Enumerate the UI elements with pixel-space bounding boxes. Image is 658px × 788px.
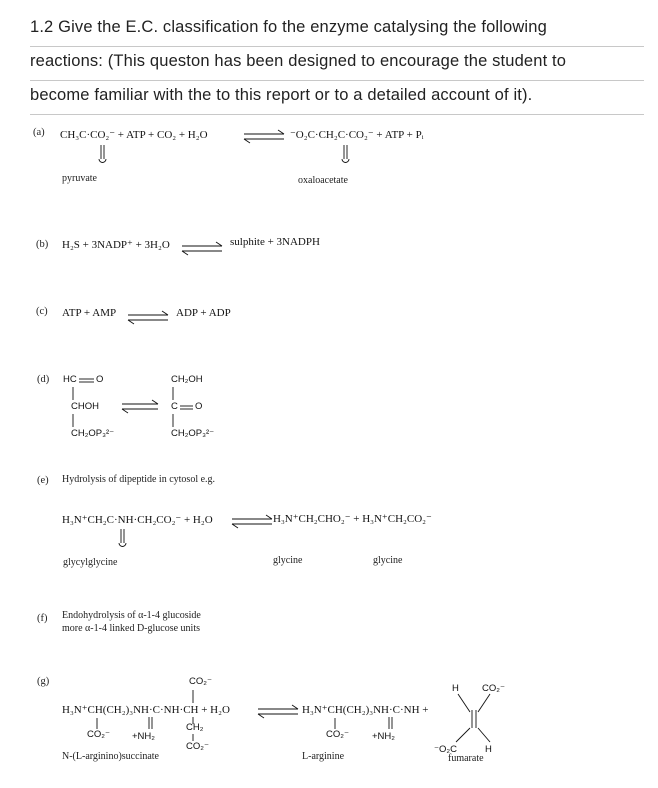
reaction-f-line-1: Endohydrolysis of α-1-4 glucoside [62,610,201,621]
divider [30,46,644,47]
divider [30,114,644,115]
reaction-a-tag: (a) [33,127,45,138]
single-bond [170,387,176,401]
question-line-3: become familiar with the to this report or to a detailed account of it). [30,86,533,104]
fumarate-carboxylate: CO₂⁻ [482,683,505,694]
oxaloacetate-label: oxaloacetate [298,175,348,186]
reaction-g-tag: (g) [37,676,50,687]
argininosuccinate-label: N-(L-arginino)succinate [62,751,159,762]
reaction-b-tag: (b) [36,239,49,250]
equilibrium-arrow [128,313,170,323]
fumarate-hydrogen: H [452,683,459,694]
glycine-label: glycine [373,555,403,566]
chohe-group: CHOH [71,401,99,412]
divider [30,80,644,81]
equilibrium-arrow [244,132,286,142]
carbonyl-bond [118,527,128,547]
single-bond [190,690,196,704]
glycylglycine-label: glycylglycine [63,557,118,568]
reaction-d-tag: (d) [37,374,50,385]
equilibrium-arrow [182,244,224,254]
fumarate-skeleton [440,692,510,752]
side-carboxylate: CO₂⁻ [186,741,209,752]
reaction-c-tag: (c) [36,306,48,317]
reaction-g-right: H₃N⁺CH(CH₂)₃NH·C·NH + [302,704,429,716]
reaction-c-right: ADP + ADP [176,307,231,319]
carbonyl-bond [98,143,108,163]
top-carboxylate: CO₂⁻ [189,676,212,687]
phosphate-group: CH₂OP₃²⁻ [171,428,215,439]
alpha-carboxylate: CO₂⁻ [87,729,110,740]
pyruvate-label: pyruvate [62,173,97,184]
glycine-label: glycine [273,555,303,566]
question-line-1: 1.2 Give the E.C. classification fo the enzyme catalysing the following [30,18,547,36]
reaction-e-tag: (e) [37,475,49,486]
equilibrium-arrow [232,517,274,527]
fumarate-carboxylate: ⁻O₂C [434,744,457,755]
guanidinium-nh2: +NH₂ [372,731,395,742]
single-bond [170,414,176,428]
alpha-carboxylate: CO₂⁻ [326,729,349,740]
double-bond [78,377,96,385]
question-line-2: reactions: (This queston has been designed to encourage the student to [30,52,567,70]
equilibrium-arrow [122,402,160,412]
reaction-e-title: Hydrolysis of dipeptide in cytosol e.g. [62,474,216,485]
single-bond [70,387,76,401]
double-bond [386,717,396,731]
phosphate-group: CH₂OP₃²⁻ [71,428,115,439]
double-bond [179,404,195,412]
reaction-a-left: CH₃C·CO₂⁻ + ATP + CO₂ + H₂O [60,129,208,141]
ketone-oxygen: O [195,401,203,412]
reaction-c-left: ATP + AMP [62,307,117,319]
ch2oh-group: CH₂OH [171,374,203,385]
single-bond [70,414,76,428]
methylene-group: CH₂ [186,722,204,733]
reaction-g-left: H₃N⁺CH(CH₂)₃NH·C·NH·CH + H₂O [62,704,230,716]
aldehyde-carbon: HC [63,374,77,385]
arginine-label: L-arginine [302,751,345,762]
fumarate-label: fumarate [448,753,484,764]
reaction-f-line-2: more α-1-4 linked D-glucose units [62,623,200,634]
aldehyde-oxygen: O [96,374,104,385]
fumarate-hydrogen: H [485,744,492,755]
reaction-a-right: ⁻O₂C·CH₂C·CO₂⁻ + ATP + Pᵢ [290,129,424,141]
carbonyl-bond [341,143,351,163]
reaction-e-left: H₃N⁺CH₂C·NH·CH₂CO₂⁻ + H₂O [62,514,213,526]
reaction-b-left: H₂S + 3NADP⁺ + 3H₂O [62,239,170,251]
reaction-b-right: sulphite + 3NADPH [230,236,320,248]
guanidinium-nh2: +NH₂ [132,731,155,742]
ketone-carbon: C [171,401,178,412]
reaction-f-tag: (f) [37,613,48,624]
double-bond [146,717,156,731]
reaction-e-right: H₃N⁺CH₂CHO₂⁻ + H₃N⁺CH₂CO₂⁻ [273,513,432,525]
equilibrium-arrow [258,707,300,717]
